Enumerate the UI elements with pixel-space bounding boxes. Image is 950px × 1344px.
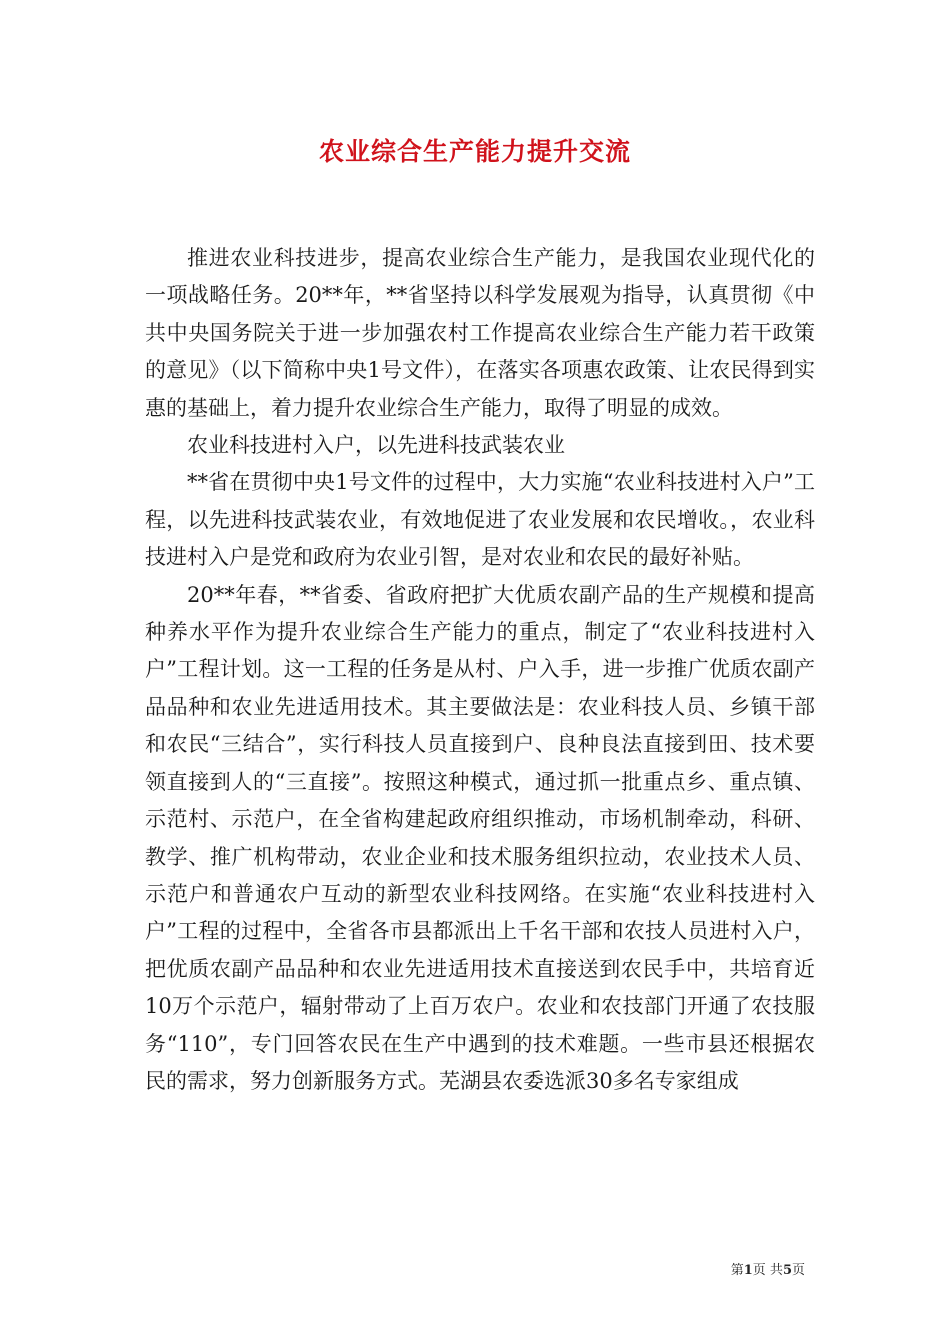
section-heading: 农业科技进村入户，以先进科技武装农业 xyxy=(187,433,565,458)
document-body xyxy=(145,240,815,1100)
paragraph-implementation: **省在贯彻中央1号文件的过程中，大力实施“农业科技进村入户”工程，以先进科技武装农业，有效地促进了农业发展和农民增收。，农业科技进村入户是党和政府为农业引智，是对农业和农民的最好补贴。 xyxy=(145,470,815,570)
document-title: 农业综合生产能力提升交流 xyxy=(318,137,631,166)
footer-page-number: 1 xyxy=(743,1263,753,1278)
page-footer xyxy=(731,1259,805,1278)
footer-total-pages: 5 xyxy=(782,1263,792,1278)
footer-prefix: 第 xyxy=(730,1263,744,1278)
paragraph-intro: 推进农业科技进步，提高农业综合生产能力，是我国农业现代化的一项战略任务。20**年，**省坚持以科学发展观为指导，认真贯彻《中共中央国务院关于进一步加强农村工作提高农业综合生产能力若干政策的意见》（以下简称中央1号文件），在落实各项惠农政策、让农民得到实惠的基础上，着力提升农业综合生产能力，取得了明显的成效。 xyxy=(145,246,815,420)
footer-suffix: 页 xyxy=(791,1263,805,1278)
paragraph-spring-plan: 20**年春，**省委、省政府把扩大优质农副产品的生产规模和提高种养水平作为提升农业综合生产能力的重点，制定了“农业科技进村入户”工程计划。这一工程的任务是从村、户入手，进一步推广优质农副产品品种和农业先进适用技术。其主要做法是：农业科技人员、乡镇干部和农民“三结合”，实行科技人员直接到户、良种良法直接到田、技术要领直接到人的“三直接”。按照这种模式，通过抓一批重点乡、重点镇、示范村、示范户，在全省构建起政府组织推动，市场机制牵动，科研、教学、推广机构带动，农业企业和技术服务组织拉动，农业技术人员、示范户和普通农户互动的新型农业科技网络。在实施“农业科技进村入户”工程的过程中，全省各市县都派出上千名干部和农技人员进村入户，把优质农副产品品种和农业先进适用技术直接送到农民手中，共培育近10万个示范户，辐射带动了上百万农户。农业和农技部门开通了农技服务“110”，专门回答农民在生产中遇到的技术难题。一些市县还根据农民的需求，努力创新服务方式。芜湖县农委选派30多名专家组成 xyxy=(145,582,815,1093)
footer-middle: 页 共 xyxy=(752,1263,783,1278)
